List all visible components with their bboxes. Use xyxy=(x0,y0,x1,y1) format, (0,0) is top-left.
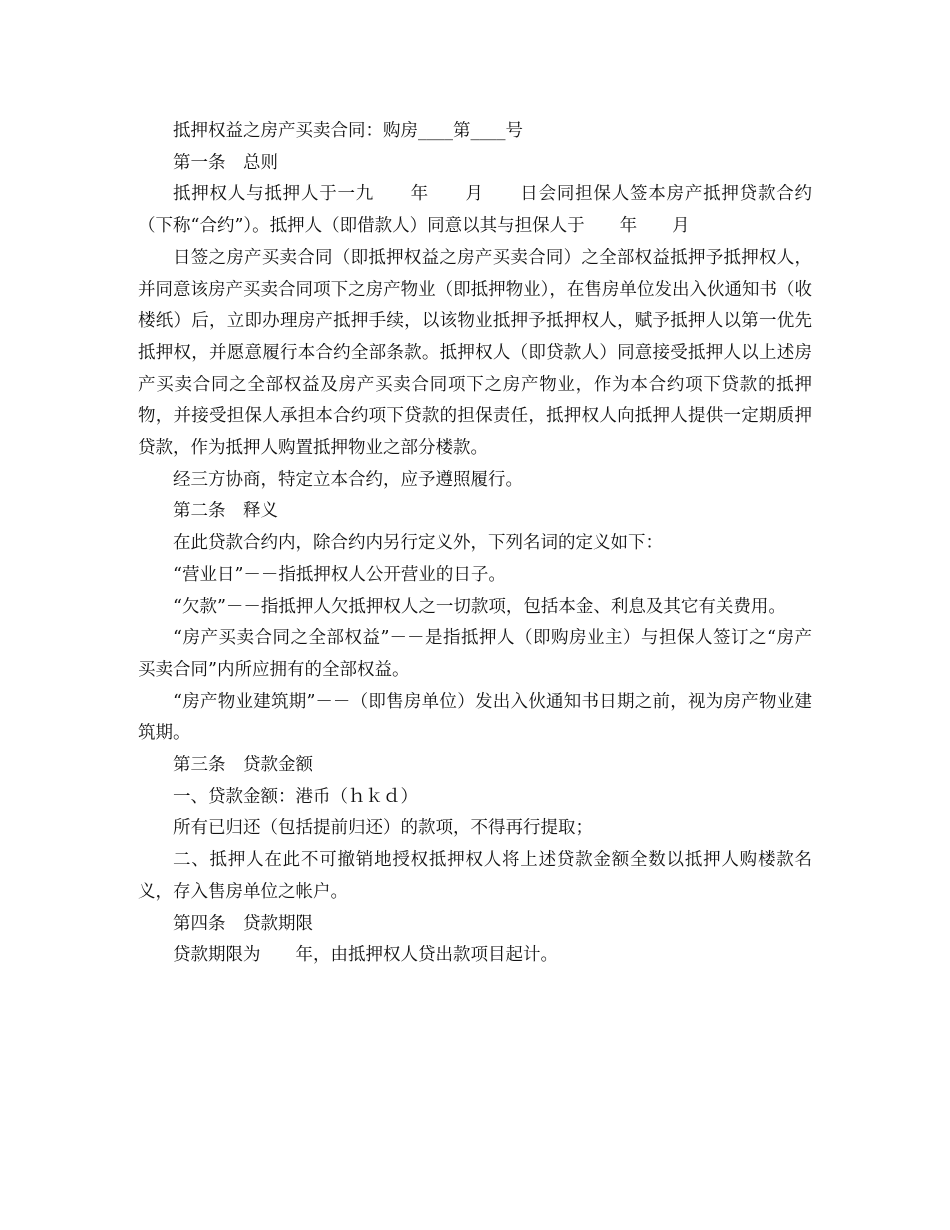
article-4-paragraph: 贷款期限为 年，由抵押权人贷出款项目起计。 xyxy=(173,945,558,966)
definition-business-day: “营业日”－－指抵押权人公开营业的日子。 xyxy=(173,564,506,585)
article-1-paragraph-1: 抵押权人与抵押人于一九 年 月 日会同担保人签本房产抵押贷款合约（下称“合约”）。抵押人（即借款人）同意以其与担保人于 年 月 xyxy=(138,184,812,237)
article-1-paragraph-3: 经三方协商，特定立本合约，应予遵照履行。 xyxy=(173,469,523,490)
article-3-item-1: 一、贷款金额：港币（ｈｋｄ） xyxy=(173,786,418,807)
article-1-heading: 第一条 总则 xyxy=(173,152,278,173)
definition-construction-period: “房产物业建筑期”－－（即售房单位）发出入伙通知书日期之前，视为房产物业建筑期。 xyxy=(138,691,812,744)
article-2-intro: 在此贷款合约内，除合约内另行定义外，下列名词的定义如下： xyxy=(173,533,663,554)
contract-body xyxy=(138,116,812,972)
article-3-note: 所有已归还（包括提前归还）的款项，不得再行提取； xyxy=(173,818,593,839)
article-3-heading: 第三条 贷款金额 xyxy=(173,755,313,776)
definition-debt: “欠款”－－指抵押人欠抵押权人之一切款项，包括本金、利息及其它有关费用。 xyxy=(173,596,786,617)
contract-title-line: 抵押权益之房产买卖合同：购房____第____号 xyxy=(173,121,523,141)
definition-contract-rights: “房产买卖合同之全部权益”－－是指抵押人（即购房业主）与担保人签订之“房产买卖合同”内所应拥有的全部权益。 xyxy=(138,628,812,680)
article-3-item-2: 二、抵押人在此不可撤销地授权抵押权人将上述贷款金额全数以抵押人购楼款名义，存入售房单位之帐户。 xyxy=(138,850,812,902)
article-2-heading: 第二条 释义 xyxy=(173,501,278,522)
article-4-heading: 第四条 贷款期限 xyxy=(173,913,313,934)
article-1-paragraph-2: 日签之房产买卖合同（即抵押权益之房产买卖合同）之全部权益抵押予抵押权人，并同意该房产买卖合同项下之房产物业（即抵押物业），在售房单位发出入伙通知书（收楼纸）后，立即办理房产抵押手续，以该物业抵押予抵押权人，赋予抵押人以第一优先抵押权，并愿意履行本合约全部条款。抵押权人（即贷款人）同意接受抵押人以上述房产买卖合同之全部权益及房产买卖合同项下之房产物业，作为本合约项下贷款的抵押物，并接受担保人承担本合约项下贷款的担保责任，抵押权人向抵押人提供一定期质押贷款，作为抵押人购置抵押物业之部分楼款。 xyxy=(138,247,812,459)
